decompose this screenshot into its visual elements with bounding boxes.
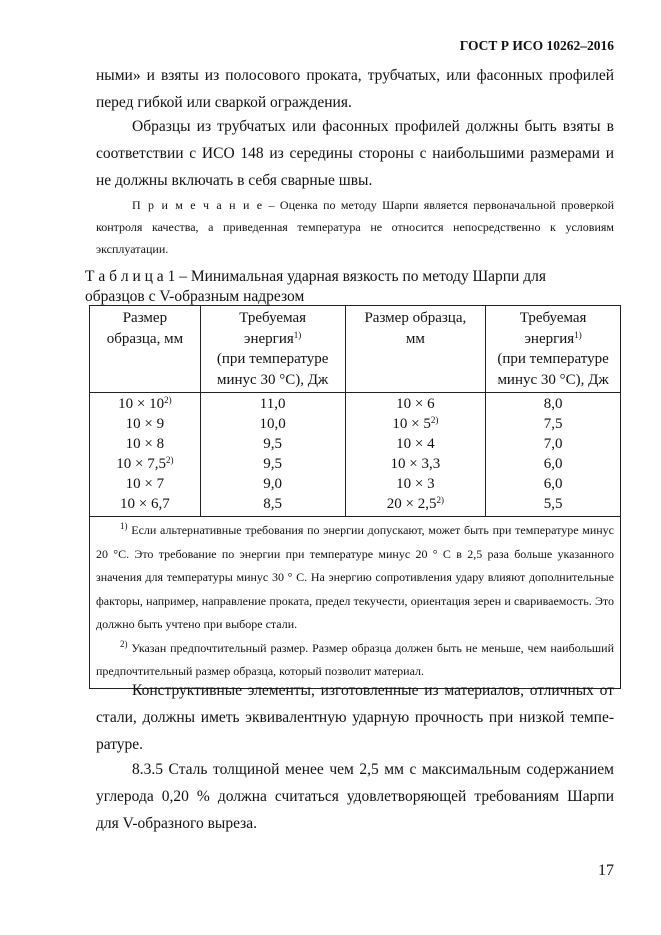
table-header-row [90, 306, 621, 393]
header-size: Размер образца, мм [90, 306, 201, 393]
text-line: углерода 0,20 % должна считаться удовлетворяющей требованиям Шарпи [96, 788, 614, 805]
table-caption [85, 267, 625, 307]
note-text: Оценка по методу Шарпи является первоначальной проверкой контроля качества, а приведенная температура не относится непосредственно к условиям эксплуатации. [96, 198, 615, 256]
footnote-2: $^{2)}$ Указан предпочтительный размер. Размер образца должен быть не меньше, чем наибольший предпочтительный размер образца, который позволит материал. [96, 638, 615, 678]
cell-energy: 7,0 [486, 434, 621, 454]
cell-energy: 7,5 [486, 414, 621, 434]
text-line: 8.3.5 Сталь толщиной менее чем 2,5 мм с максимальным содержанием [132, 761, 614, 778]
footnotes-cell [90, 517, 621, 689]
page-number: 17 [598, 862, 614, 879]
text-line: Образцы из трубчатых или фасонных профилей должны быть взяты в [132, 118, 614, 135]
cell-energy: 6,0 [486, 474, 621, 494]
paragraph-specimens [96, 113, 614, 194]
note-dash: – [263, 198, 280, 212]
cell-size: 10 × 4 [345, 434, 486, 454]
note-block [96, 194, 614, 260]
cell-size: 10 × 9 [90, 414, 201, 434]
text-line: перед гибкой или сваркой ограждения. [96, 94, 352, 111]
cell-size: $20 \times 2,5^{2)}$ [345, 494, 486, 517]
text-line: не должны включать в себя сварные швы. [96, 172, 373, 189]
cell-energy: 8,0 [486, 393, 621, 415]
cell-energy: 6,0 [486, 454, 621, 474]
cell-size: $10 \times 7,5^{2)}$ [90, 454, 201, 474]
table-footnotes [90, 517, 621, 689]
cell-energy: 5,5 [486, 494, 621, 517]
table-row [90, 393, 621, 415]
paragraph-structural-elements [96, 677, 614, 758]
table-row [90, 454, 621, 474]
cell-size: 10 × 8 [90, 434, 201, 454]
impact-energy-table [89, 305, 621, 689]
text-line: Конструктивные элементы, изготовленные из материалов, отличных от [132, 682, 614, 699]
caption-line: Т а б л и ц а 1 – Минимальная ударная вязкость по методу Шарпи для [85, 268, 546, 285]
text-line: для V-образного выреза. [96, 815, 258, 832]
table-row [90, 474, 621, 494]
cell-energy: 9,0 [200, 474, 345, 494]
table-row [90, 494, 621, 517]
text-line: ными» и взяты из полосового проката, трубчатых, или фасонных профилей [96, 67, 614, 84]
cell-size: 10 × 3,3 [345, 454, 486, 474]
cell-size: $10 \times 10^{2)}$ [90, 393, 201, 415]
caption-line: образцов с V-образным надрезом [85, 288, 305, 305]
cell-energy: 9,5 [200, 434, 345, 454]
header-energy: Требуемая энергия$^{1)}$ (при температуре минус 30 °С), Дж [200, 306, 345, 393]
cell-size: 10 × 7 [90, 474, 201, 494]
text-line: соответствии с ИСО 148 из середины стороны с наибольшими размерами и [96, 145, 614, 162]
cell-energy: 11,0 [200, 393, 345, 415]
note-label: П р и м е ч а н и е [132, 198, 264, 212]
footnote-1: $^{1)}$ Если альтернативные требования по энергии допускают, может быть при температуре минус 20 °С. Это требование по энергии при температуре минус 20 ° С в 2,5 раза больше указанного значения для температуры минус 30 ° С. На энергию сопротивления удару влияют дополнительные факторы, например, направление проката, предел текучести, ориентация зерен и свариваемость. Это должно быть учтено при выборе стали. [96, 521, 615, 631]
table-row [90, 434, 621, 454]
cell-energy: 10,0 [200, 414, 345, 434]
paragraph-8-3-5 [96, 756, 614, 837]
text-line: стали, должны иметь эквивалентную ударную прочность при низкой темпе- [96, 709, 614, 726]
cell-size: 10 × 6 [345, 393, 486, 415]
cell-energy: 8,5 [200, 494, 345, 517]
header-size-2: Размер образца, мм [345, 306, 486, 393]
paragraph-continuation [96, 62, 614, 116]
cell-energy: 9,5 [200, 454, 345, 474]
text-line: ратуре. [96, 736, 144, 753]
cell-size: $10 \times 5^{2)}$ [345, 414, 486, 434]
header-energy-2: Требуемая энергия$^{1)}$ (при температуре минус 30 °С), Дж [486, 306, 621, 393]
document-header: ГОСТ Р ИСО 10262–2016 [459, 38, 614, 53]
table-row [90, 414, 621, 434]
cell-size: 10 × 3 [345, 474, 486, 494]
cell-size: 10 × 6,7 [90, 494, 201, 517]
